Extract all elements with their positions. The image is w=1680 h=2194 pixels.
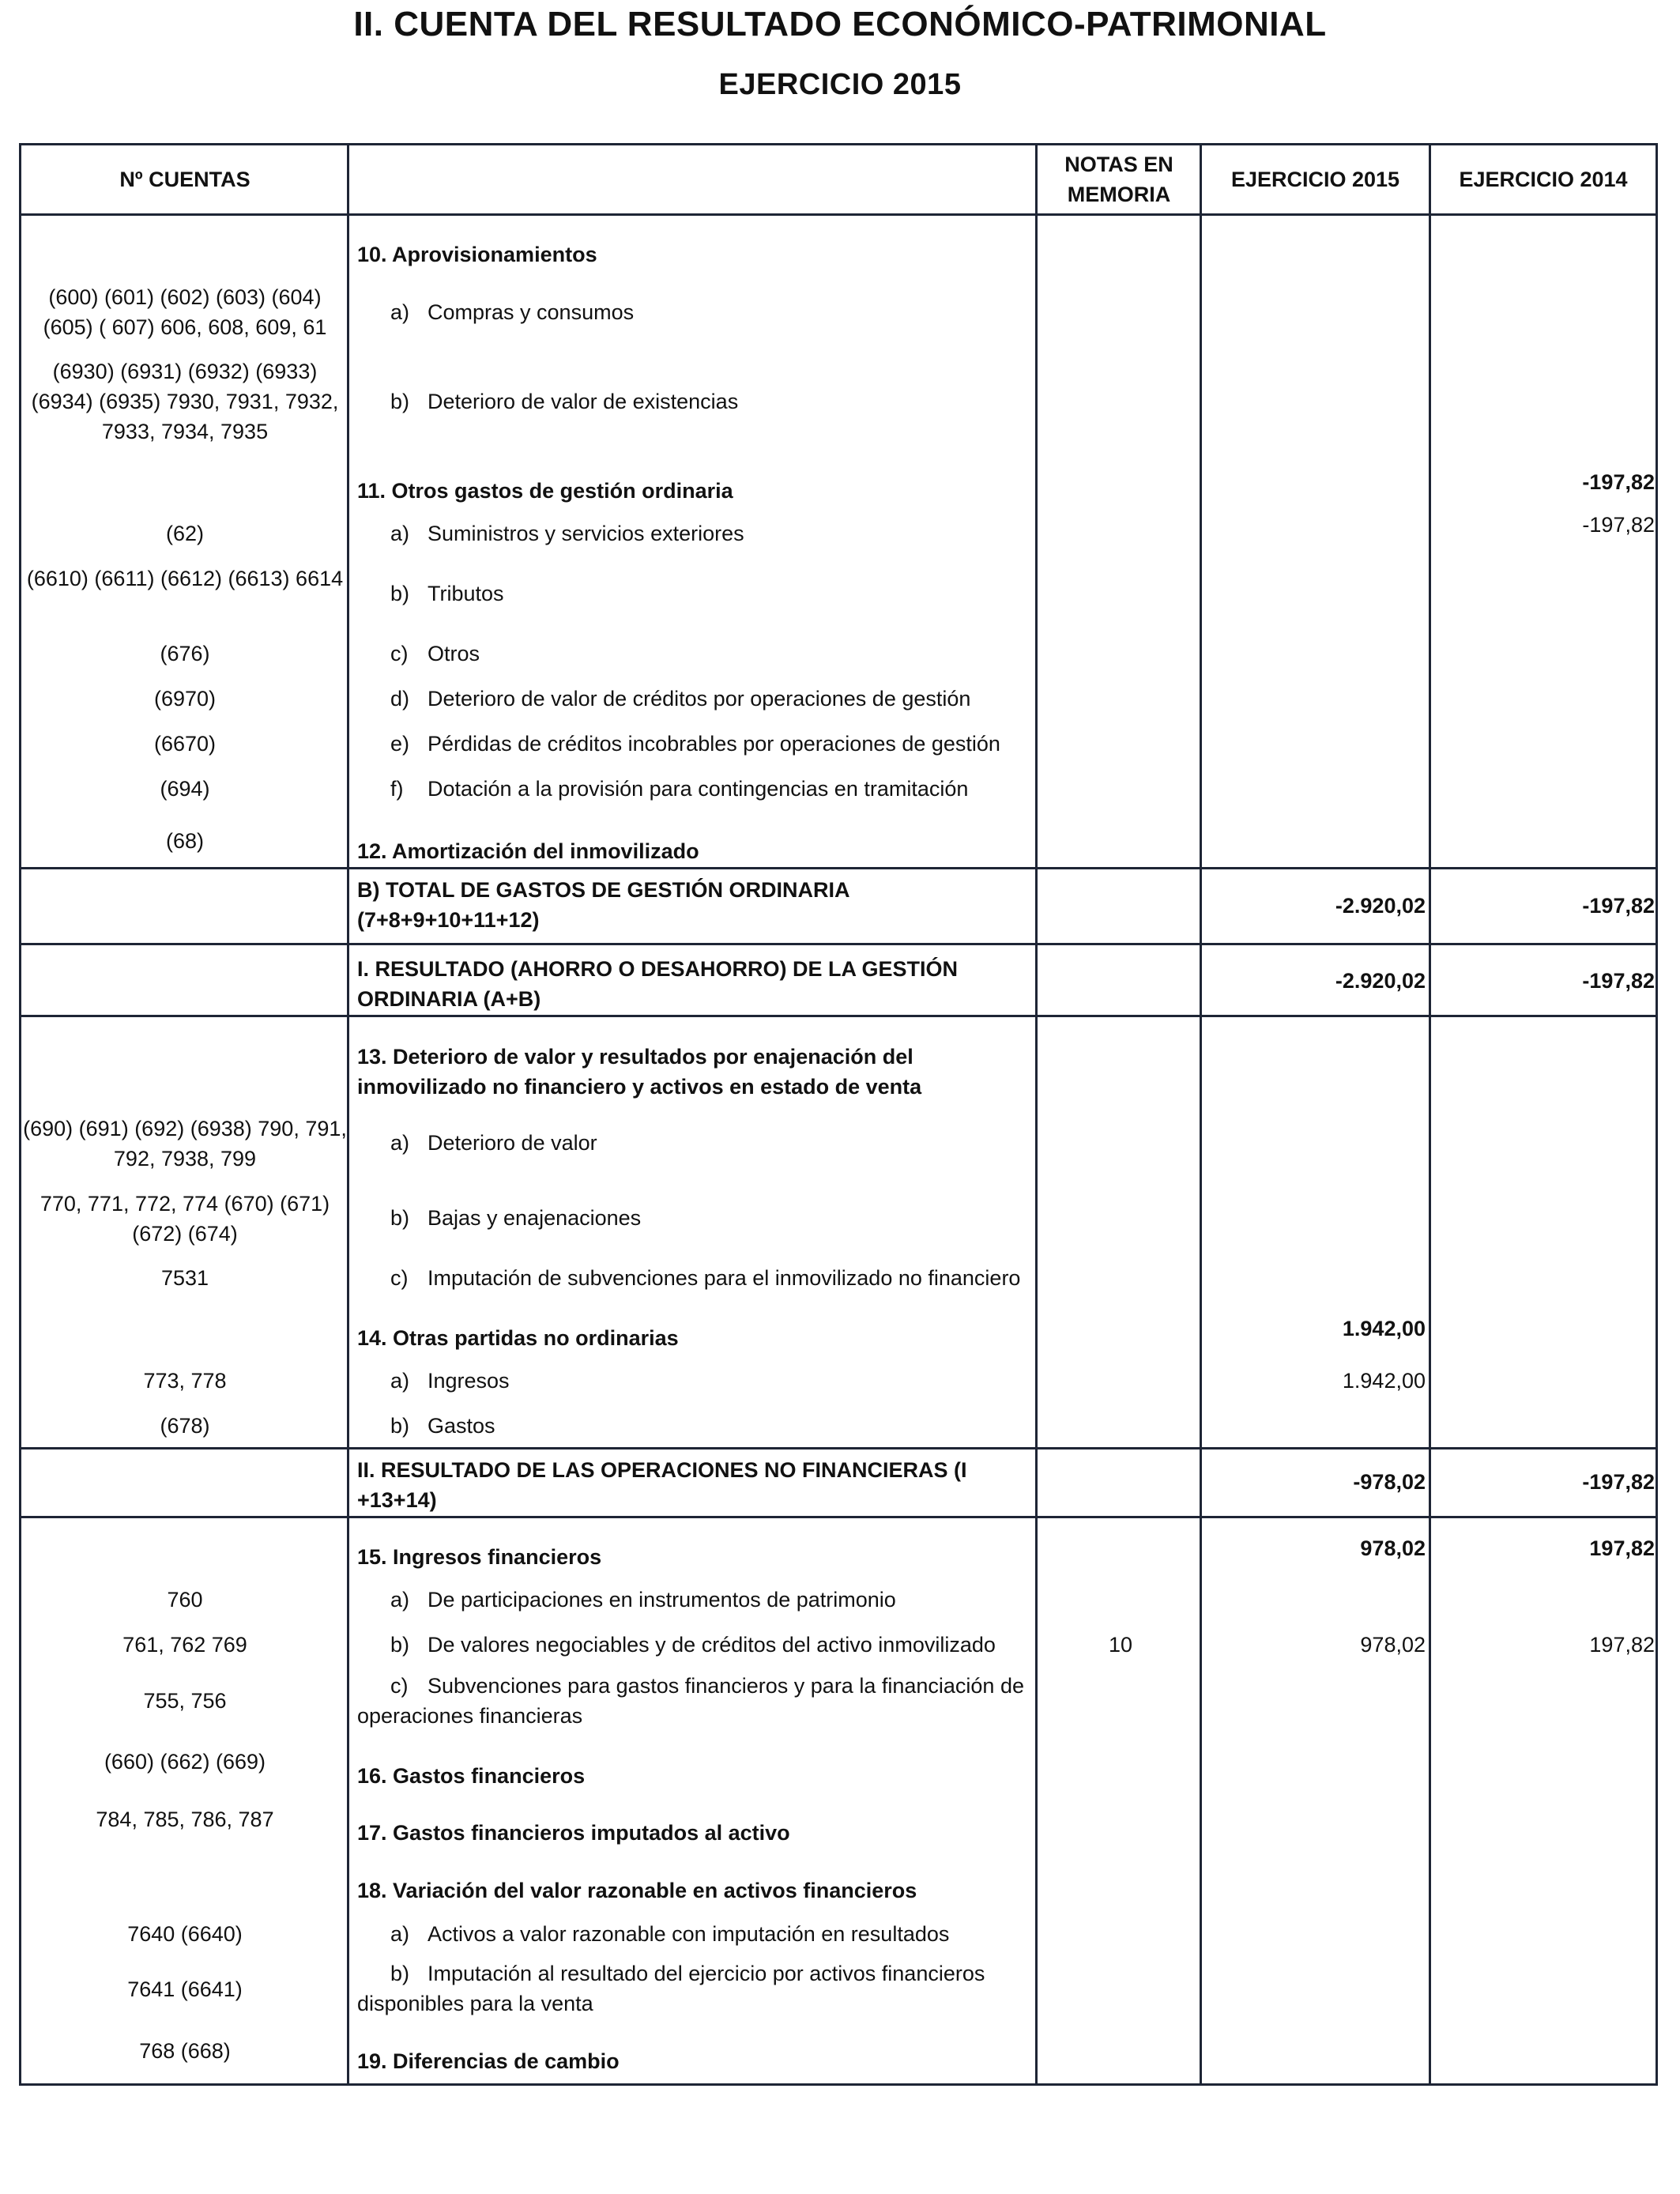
row-description — [357, 774, 1029, 804]
row-description — [357, 1542, 1029, 1572]
account-codes: 770, 771, 772, 774 (670) (671) (672) (674) — [40, 1192, 330, 1246]
row-marker: c) — [390, 1674, 409, 1698]
value-2014: 197,82 — [1589, 1633, 1655, 1657]
row-description — [357, 639, 1029, 669]
account-codes: (676) — [160, 642, 210, 665]
account-codes: (660) (662) (669) — [104, 1750, 266, 1774]
value-2014: 197,82 — [1589, 1536, 1655, 1560]
row-description — [357, 954, 1029, 1014]
account-codes: (690) (691) (692) (6938) 790, 791, 792, 7938, 799 — [23, 1117, 347, 1171]
row-label: II. RESULTADO DE LAS OPERACIONES NO FINANCIERAS (I +13+14) — [357, 1458, 967, 1512]
value-2015: 978,02 — [1360, 1536, 1426, 1560]
row-description — [357, 518, 1029, 548]
value-2014: -197,82 — [1582, 513, 1655, 537]
row-marker: a) — [390, 1922, 410, 1946]
row-divider — [19, 943, 1658, 945]
row-divider — [19, 1516, 1658, 1518]
value-2015: 1.942,00 — [1342, 1317, 1426, 1340]
row-description — [357, 684, 1029, 714]
row-description — [357, 1455, 1029, 1515]
row-divider — [19, 213, 1658, 216]
row-label: Activos a valor razonable con imputación en resultados — [428, 1922, 950, 1946]
row-label: 14. Otras partidas no ordinarias — [357, 1326, 679, 1350]
row-description — [357, 1761, 1029, 1791]
row-label: Deterioro de valor — [428, 1131, 597, 1155]
document-subtitle: EJERCICIO 2015 — [718, 68, 962, 101]
account-codes: 784, 785, 786, 787 — [96, 1808, 274, 1831]
row-label: 10. Aprovisionamientos — [357, 243, 597, 266]
row-description — [357, 1042, 1029, 1102]
row-description — [357, 1919, 1029, 1949]
account-codes: 768 (668) — [139, 2039, 231, 2063]
header-year-2015: EJERCICIO 2015 — [1230, 168, 1400, 191]
row-label: De participaciones en instrumentos de patrimonio — [428, 1588, 896, 1612]
row-label: Subvenciones para gastos financieros y para la financiación de operaciones financieras — [357, 1674, 1024, 1728]
account-codes: 773, 778 — [143, 1369, 227, 1393]
row-label: Imputación al resultado del ejercicio por activos financieros disponibles para la venta — [357, 1962, 985, 2015]
row-description — [357, 836, 1029, 866]
row-description — [357, 579, 1029, 609]
row-marker: a) — [390, 1369, 410, 1393]
row-marker: b) — [390, 582, 410, 605]
account-codes: (694) — [160, 777, 210, 801]
row-label: Tributos — [428, 582, 504, 605]
row-description — [357, 1203, 1029, 1233]
account-codes: 755, 756 — [143, 1689, 227, 1713]
value-2014: -197,82 — [1582, 470, 1655, 494]
column-divider — [1200, 143, 1202, 2086]
account-codes: 7531 — [160, 1266, 209, 1290]
value-2014: -197,82 — [1582, 1470, 1655, 1494]
row-label: Otros — [428, 642, 480, 665]
row-description — [357, 239, 1029, 270]
row-label: Bajas y enajenaciones — [428, 1206, 642, 1230]
row-description — [357, 1671, 1029, 1731]
document-title: II. CUENTA DEL RESULTADO ECONÓMICO-PATRIMONIAL — [353, 5, 1327, 43]
row-divider — [19, 1447, 1658, 1449]
account-codes: (678) — [160, 1414, 210, 1438]
row-marker: b) — [390, 1633, 410, 1657]
row-label: Suministros y servicios exteriores — [428, 522, 744, 545]
row-label: Deterioro de valor de existencias — [428, 390, 739, 413]
row-marker: b) — [390, 1962, 410, 1985]
row-label: 15. Ingresos financieros — [357, 1545, 602, 1569]
row-label: Pérdidas de créditos incobrables por operaciones de gestión — [428, 732, 1000, 756]
row-marker: c) — [390, 1266, 409, 1290]
row-label: Imputación de subvenciones para el inmovilizado no financiero — [428, 1266, 1021, 1290]
row-description — [357, 1323, 1029, 1353]
row-label: Dotación a la provisión para contingencias en tramitación — [428, 777, 969, 801]
row-marker: b) — [390, 1206, 410, 1230]
account-codes: (68) — [165, 829, 204, 853]
account-codes: (6930) (6931) (6932) (6933) (6934) (6935) 7930, 7931, 7932, 7933, 7934, 7935 — [31, 360, 339, 443]
row-label: I. RESULTADO (AHORRO O DESAHORRO) DE LA GESTIÓN ORDINARIA (A+B) — [357, 957, 959, 1011]
value-2014: -197,82 — [1582, 894, 1655, 918]
row-label: B) TOTAL DE GASTOS DE GESTIÓN ORDINARIA (7+8+9+10+11+12) — [357, 878, 849, 932]
row-description — [357, 1366, 1029, 1396]
row-description — [357, 476, 1029, 506]
row-label: 17. Gastos financieros imputados al activo — [357, 1821, 790, 1845]
row-marker: b) — [390, 390, 410, 413]
account-codes: (62) — [165, 522, 204, 545]
row-description — [357, 1128, 1029, 1158]
row-marker: c) — [390, 642, 409, 665]
row-label: 13. Deterioro de valor y resultados por enajenación del inmovilizado no financiero y activos en estado de venta — [357, 1045, 922, 1099]
row-label: 11. Otros gastos de gestión ordinaria — [357, 479, 733, 503]
account-codes: (6970) — [153, 687, 217, 711]
value-2015: 978,02 — [1360, 1633, 1426, 1657]
row-divider — [19, 1015, 1658, 1017]
row-marker: a) — [390, 1588, 410, 1612]
row-label: 12. Amortización del inmovilizado — [357, 839, 699, 863]
row-description — [357, 386, 1029, 417]
row-description — [357, 729, 1029, 759]
value-2015: -2.920,02 — [1335, 894, 1426, 918]
account-codes: 7641 (6641) — [127, 1977, 243, 2001]
row-description — [357, 875, 1029, 935]
row-label: 19. Diferencias de cambio — [357, 2049, 620, 2073]
row-description — [357, 1585, 1029, 1615]
notes-value: 10 — [1108, 1633, 1133, 1657]
header-year-2014: EJERCICIO 2014 — [1459, 168, 1628, 191]
row-divider — [19, 867, 1658, 869]
row-marker: d) — [390, 687, 410, 711]
row-label: 18. Variación del valor razonable en activos financieros — [357, 1879, 917, 1902]
row-description — [357, 1958, 1029, 2019]
account-codes: 7640 (6640) — [127, 1922, 243, 1946]
account-codes: 760 — [167, 1588, 203, 1612]
row-description — [357, 1630, 1029, 1660]
account-codes: (6610) (6611) (6612) (6613) 6614 — [26, 567, 344, 590]
value-2015: -2.920,02 — [1335, 969, 1426, 993]
header-notes: NOTAS EN MEMORIA — [1064, 153, 1173, 206]
value-2015: -978,02 — [1353, 1470, 1426, 1494]
row-marker: a) — [390, 522, 410, 545]
row-marker: b) — [390, 1414, 410, 1438]
account-codes: (6670) — [153, 732, 217, 756]
account-codes: 761, 762 769 — [122, 1633, 247, 1657]
column-divider — [1035, 143, 1038, 2086]
row-description — [357, 1818, 1029, 1848]
row-marker: f) — [390, 777, 404, 801]
row-label: Gastos — [428, 1414, 495, 1438]
row-marker: e) — [390, 732, 410, 756]
header-accounts: Nº CUENTAS — [119, 168, 250, 191]
row-label: Compras y consumos — [428, 300, 635, 324]
row-description — [357, 1263, 1029, 1293]
row-description — [357, 2046, 1029, 2076]
row-label: De valores negociables y de créditos del activo inmovilizado — [428, 1633, 996, 1657]
row-description — [357, 1875, 1029, 1906]
column-divider — [1429, 143, 1431, 2086]
row-marker: a) — [390, 300, 410, 324]
value-2015: 1.942,00 — [1342, 1369, 1426, 1393]
row-marker: a) — [390, 1131, 410, 1155]
value-2014: -197,82 — [1582, 969, 1655, 993]
row-description — [357, 1411, 1029, 1441]
row-description — [357, 297, 1029, 327]
account-codes: (600) (601) (602) (603) (604) (605) ( 607) 606, 608, 609, 61 — [43, 285, 327, 339]
row-label: Deterioro de valor de créditos por operaciones de gestión — [428, 687, 971, 711]
row-label: Ingresos — [428, 1369, 510, 1393]
row-label: 16. Gastos financieros — [357, 1764, 586, 1788]
